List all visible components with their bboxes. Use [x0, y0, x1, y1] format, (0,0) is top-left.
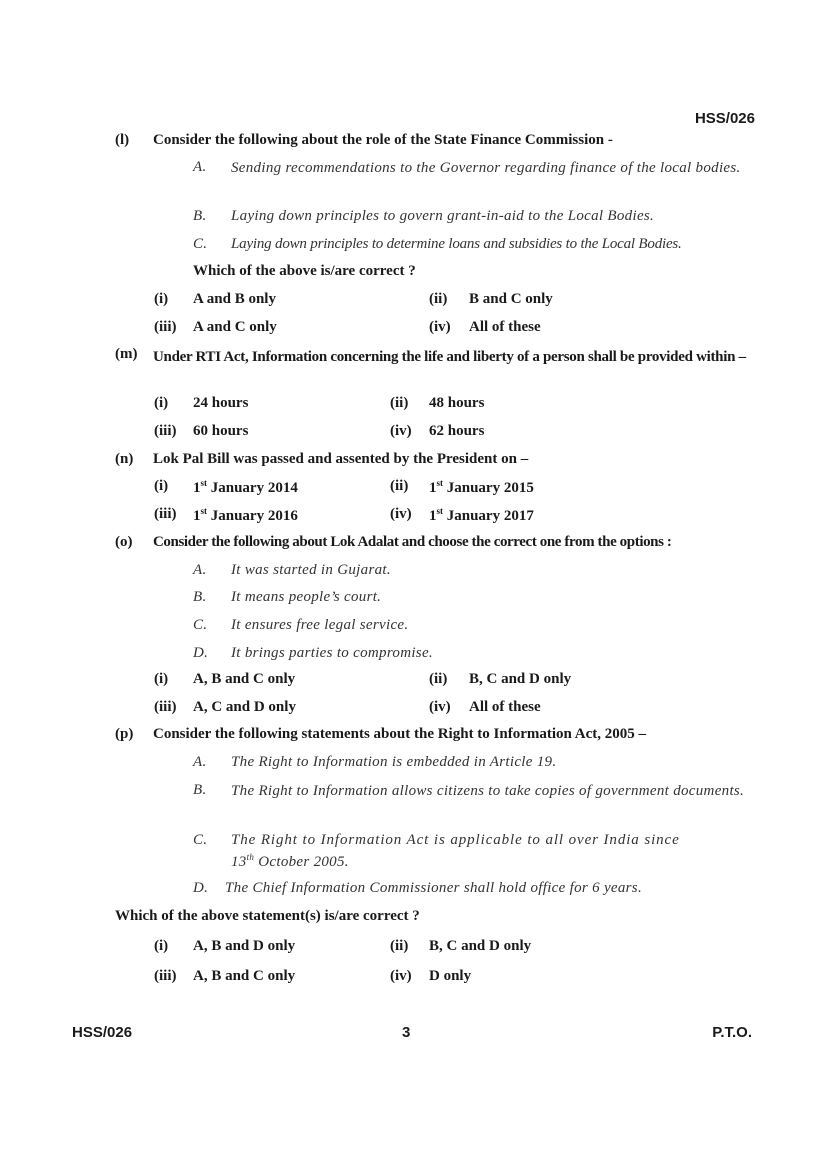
statement-letter: A.: [193, 562, 207, 578]
option-text: A, C and D only: [193, 699, 296, 715]
question-label-o: (o): [115, 534, 133, 550]
option-num: (ii): [390, 938, 409, 954]
statement-text: Laying down principles to govern grant-in-aid to the Local Bodies.: [231, 208, 655, 224]
option-text: 1st January 2017: [429, 506, 534, 524]
option-num: (iii): [154, 699, 177, 715]
statement-text: It brings parties to compromise.: [231, 645, 433, 661]
option-text: 24 hours: [193, 395, 249, 411]
option-num: (ii): [390, 395, 409, 411]
option-text: 1st January 2014: [193, 478, 298, 496]
statement-text: The Chief Information Commissioner shall hold office for 6 years.: [225, 880, 642, 896]
option-text: A and B only: [193, 291, 276, 307]
option-num: (iii): [154, 506, 177, 522]
option-num: (i): [154, 478, 169, 494]
statement-letter: B.: [193, 208, 207, 224]
question-text-n: Lok Pal Bill was passed and assented by the President on –: [153, 451, 529, 467]
statement-text: It ensures free legal service.: [231, 617, 409, 633]
statement-text: Sending recommendations to the Governor regarding finance of the local bodies.: [231, 160, 741, 176]
option-text: 48 hours: [429, 395, 485, 411]
option-num: (i): [154, 291, 169, 307]
statement-text: It means people’s court.: [231, 589, 382, 605]
statement-text: The Right to Information is embedded in Article 19.: [231, 754, 557, 770]
statement-letter: D.: [193, 645, 209, 661]
question-label-l: (l): [115, 132, 130, 148]
question-text-o: Consider the following about Lok Adalat and choose the correct one from the options :: [153, 534, 672, 550]
pto-label: P.T.O.: [712, 1024, 752, 1041]
question-prompt: Which of the above is/are correct ?: [193, 263, 416, 279]
option-text: B, C and D only: [469, 671, 572, 687]
question-label-n: (n): [115, 451, 134, 467]
statement-letter: C.: [193, 617, 208, 633]
option-num: (iv): [429, 699, 451, 715]
statement-letter: A.: [193, 754, 207, 770]
option-num: (ii): [429, 291, 448, 307]
option-num: (i): [154, 671, 169, 687]
question-label-p: (p): [115, 726, 134, 742]
statement-text: The Right to Information Act is applicable to all over India since: [231, 832, 680, 848]
statement-text: It was started in Gujarat.: [231, 562, 391, 578]
option-text: A, B and C only: [193, 671, 296, 687]
question-text-m: Under RTI Act, Information concerning the life and liberty of a person shall be provided within –: [153, 349, 746, 365]
question-label-m: (m): [115, 346, 138, 362]
statement-letter: B.: [193, 782, 207, 798]
option-text: B and C only: [469, 291, 553, 307]
option-num: (iv): [429, 319, 451, 335]
option-text: A, B and C only: [193, 968, 296, 984]
statement-text: Laying down principles to determine loans and subsidies to the Local Bodies.: [231, 236, 682, 252]
option-text: 60 hours: [193, 423, 249, 439]
footer-code: HSS/026: [72, 1024, 133, 1041]
option-num: (iii): [154, 319, 177, 335]
question-text-l: Consider the following about the role of the State Finance Commission -: [153, 132, 613, 148]
option-num: (iii): [154, 968, 177, 984]
option-num: (ii): [390, 478, 409, 494]
statement-letter: D.: [193, 880, 209, 896]
option-num: (iv): [390, 506, 412, 522]
statement-letter: C.: [193, 832, 208, 848]
page-number: 3: [402, 1024, 411, 1041]
option-text: 62 hours: [429, 423, 485, 439]
statement-text-cont: 13th October 2005.: [231, 852, 349, 870]
option-num: (iii): [154, 423, 177, 439]
option-num: (iv): [390, 423, 412, 439]
statement-text: The Right to Information allows citizens to take copies of government documents.: [231, 783, 745, 799]
option-text: A and C only: [193, 319, 277, 335]
statement-letter: C.: [193, 236, 208, 252]
option-text: 1st January 2015: [429, 478, 534, 496]
option-text: B, C and D only: [429, 938, 532, 954]
header-code: HSS/026: [694, 110, 755, 127]
statement-letter: B.: [193, 589, 207, 605]
option-num: (ii): [429, 671, 448, 687]
option-text: All of these: [469, 699, 541, 715]
question-text-p: Consider the following statements about the Right to Information Act, 2005 –: [153, 726, 647, 742]
option-text: A, B and D only: [193, 938, 296, 954]
option-text: 1st January 2016: [193, 506, 298, 524]
question-prompt: Which of the above statement(s) is/are correct ?: [115, 908, 420, 924]
statement-letter: A.: [193, 159, 207, 175]
option-num: (i): [154, 395, 169, 411]
option-num: (i): [154, 938, 169, 954]
option-text: D only: [429, 968, 472, 984]
option-text: All of these: [469, 319, 541, 335]
option-num: (iv): [390, 968, 412, 984]
